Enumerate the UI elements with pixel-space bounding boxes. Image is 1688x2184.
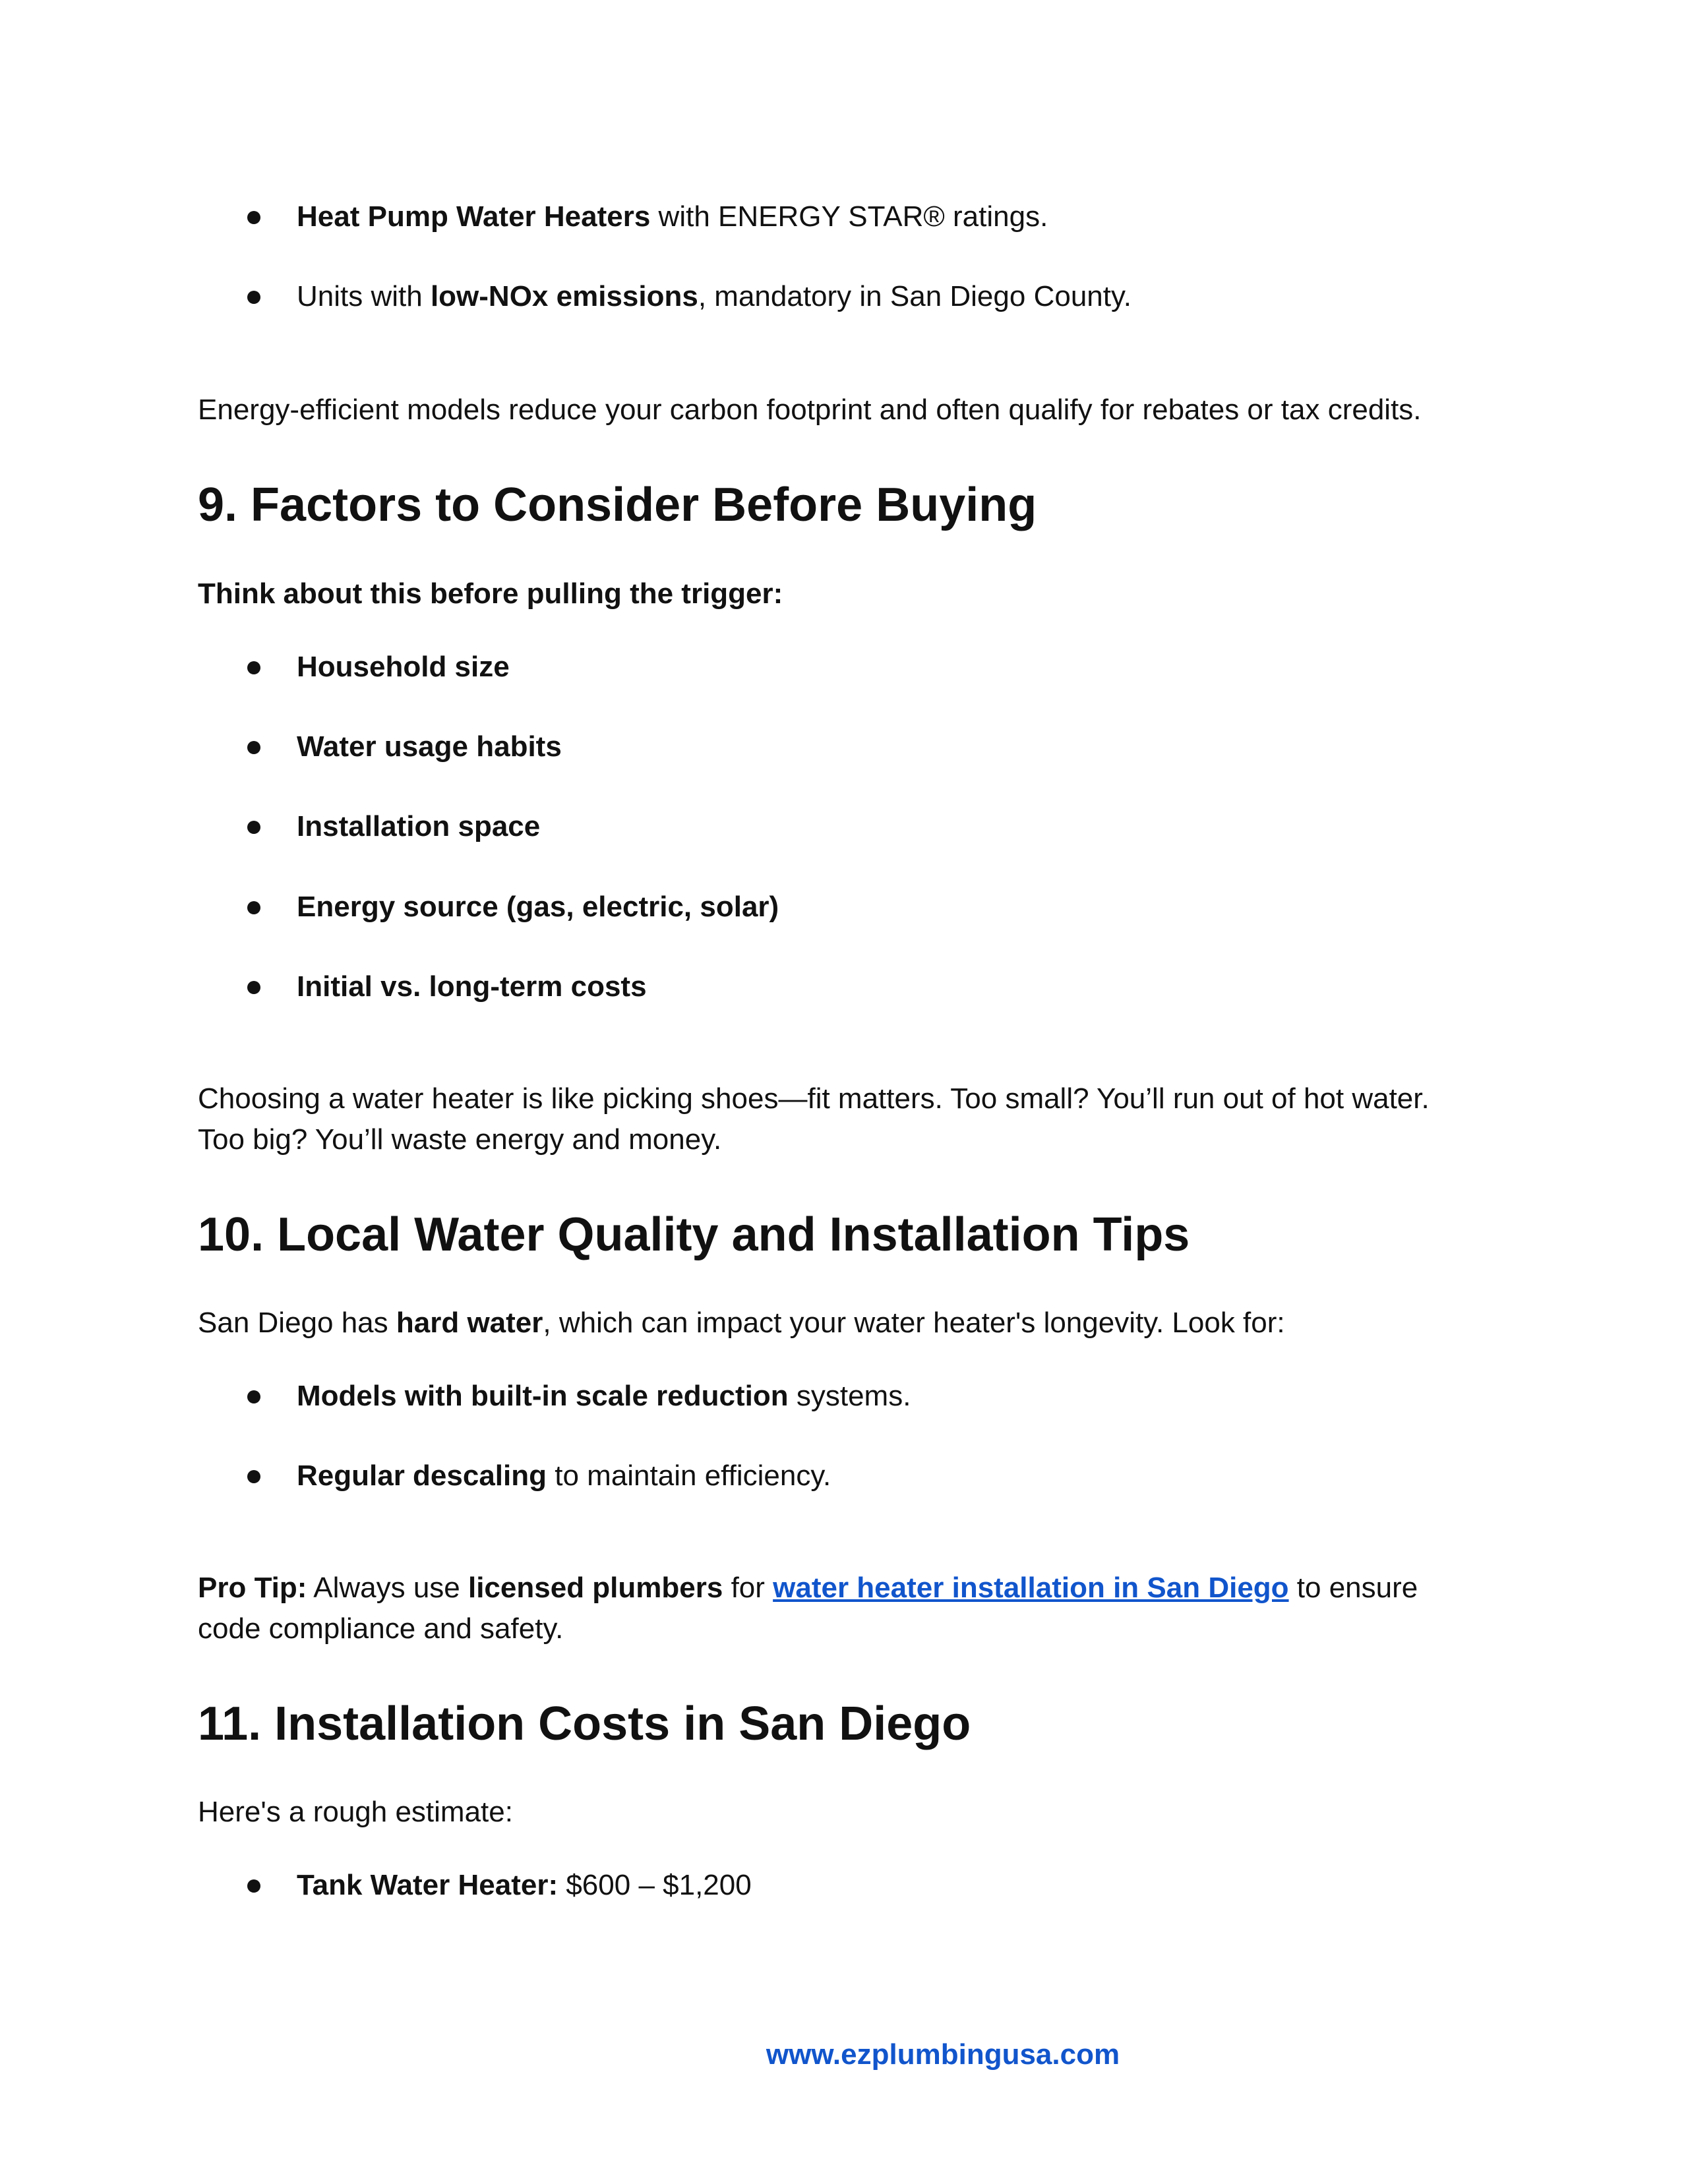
section-heading: 10. Local Water Quality and Installation Tips [198,1208,1190,1261]
list-item-text: $600 – $1,200 [558,1869,752,1901]
intro-bold: hard water [396,1307,543,1339]
list-item: Initial vs. long-term costs [297,970,647,1003]
list-item: Energy source (gas, electric, solar) [297,891,779,923]
intro-text: San Diego has [198,1307,396,1339]
list-item: Water usage habits [297,730,562,763]
list-item [297,1378,911,1414]
list-item-bold: Heat Pump Water Heaters [297,200,651,233]
list-bullet [247,661,260,674]
list-item-text: systems. [788,1380,911,1412]
list-item-bold: low-NOx emissions [430,280,698,312]
list-bullet [247,741,260,754]
list-bullet [247,1470,260,1483]
pro-tip-line: code compliance and safety. [198,1612,564,1645]
section-intro: Here's a rough estimate: [198,1796,513,1828]
list-bullet [247,821,260,834]
list-bullet [247,901,260,914]
paragraph [198,1078,1517,1160]
list-bullet [247,291,260,304]
footer-website-link[interactable]: www.ezplumbingusa.com [766,2038,1120,2071]
footer [0,2037,1688,2073]
paragraph: Energy-efficient models reduce your carbon footprint and often qualify for rebates or tax credits. [198,394,1422,426]
list-bullet [247,1879,260,1893]
section-intro: Think about this before pulling the trigger: [198,577,783,610]
list-item [297,199,1048,235]
list-item [297,279,1131,314]
pro-tip-bold: licensed plumbers [467,1572,723,1604]
section-heading: 11. Installation Costs in San Diego [198,1697,971,1750]
list-item [297,1868,752,1903]
list-bullet [247,1390,260,1403]
paragraph-line: Too big? You’ll waste energy and money. [198,1123,722,1156]
list-bullet [247,981,260,994]
pro-tip [198,1568,1517,1649]
paragraph-line: Choosing a water heater is like picking shoes—fit matters. Too small? You’ll run out of hot water. [198,1082,1430,1115]
list-item-bold: Regular descaling [297,1460,547,1492]
list-item-bold: Models with built-in scale reduction [297,1380,789,1412]
section-intro [198,1303,1517,1343]
list-item: Installation space [297,810,541,842]
list-item-text: with ENERGY STAR® ratings. [650,200,1048,233]
installation-link[interactable]: water heater installation in San Diego [773,1572,1289,1604]
list-item [297,1458,831,1494]
list-item-bold: Tank Water Heater: [297,1869,558,1901]
list-item: Household size [297,651,510,683]
pro-tip-text: for [723,1572,773,1604]
list-item-text: Units with [297,280,431,312]
intro-text: , which can impact your water heater's longevity. Look for: [543,1307,1285,1339]
list-bullet [247,211,260,224]
pro-tip-line [198,1568,1517,1608]
pro-tip-text: to ensure [1288,1572,1418,1604]
pro-tip-label: Pro Tip: [198,1572,307,1604]
section-heading: 9. Factors to Consider Before Buying [198,479,1037,531]
list-item-text: , mandatory in San Diego County. [698,280,1131,312]
pro-tip-text: Always use [307,1572,468,1604]
list-item-text: to maintain efficiency. [547,1460,831,1492]
